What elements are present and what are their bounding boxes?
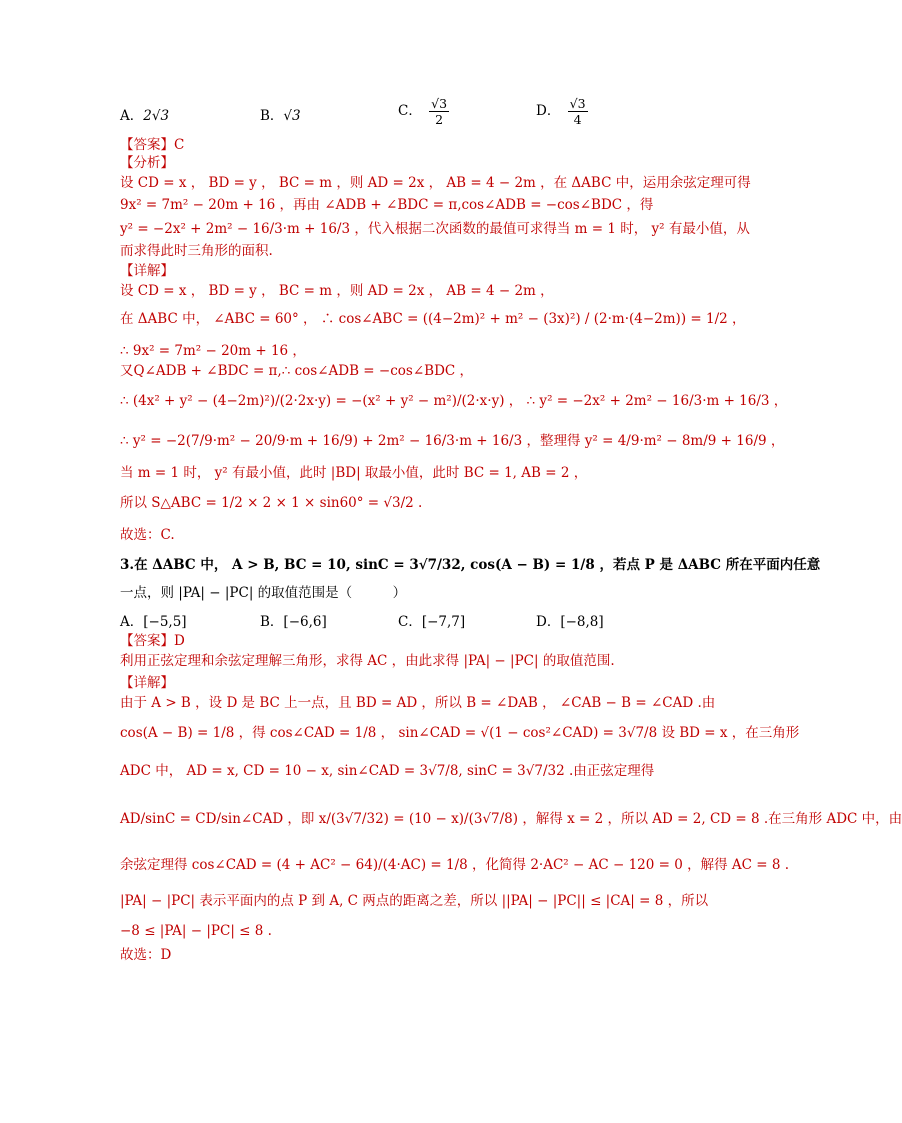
q3-stem: 一点，则 |PA| − |PC| 的取值范围是（ ） (120, 585, 407, 601)
q2-detail-line: ∴ 9x² = 7m² − 20m + 16 ， (120, 343, 306, 359)
q3-detail-label: 【详解】 (120, 675, 174, 691)
q3-option-b: B．[−6,6] (260, 614, 327, 630)
q2-detail-line: 故选：C. (120, 527, 175, 543)
q2-analysis-line: 而求得此时三角形的面积. (120, 243, 273, 259)
q2-detail-line: 又Q∠ADB + ∠BDC = π,∴ cos∠ADB = −cos∠BDC ， (120, 363, 474, 379)
q3-answer: 【答案】D (120, 633, 185, 649)
q2-detail-line: 当 m = 1 时， y² 有最小值，此时 |BD| 取最小值，此时 BC = 1, AB = 2 ， (120, 465, 588, 481)
q2-detail-line: ∴ (4x² + y² − (4−2m)²)/(2·2x·y) = −(x² + y² − m²)/(2·x·y) ， ∴ y² = −2x² + 2m² − 16/3·m + 16/3 ， (120, 393, 788, 409)
q3-detail-line: −8 ≤ |PA| − |PC| ≤ 8 . (120, 923, 272, 939)
q3-detail-line: ADC 中， AD = x, CD = 10 − x, sin∠CAD = 3√7/8, sinC = 3√7/32 .由正弦定理得 (120, 763, 655, 779)
q2-detail-label: 【详解】 (120, 263, 174, 279)
q2-detail-line: ∴ y² = −2(7/9·m² − 20/9·m + 16/9) + 2m² − 16/3·m + 16/3 ，整理得 y² = 4/9·m² − 8m/9 + 16/9 ， (120, 433, 785, 449)
option-b: B．√3 (260, 108, 301, 124)
q2-analysis-line: y² = −2x² + 2m² − 16/3·m + 16/3 ，代入根据二次函数的最值可求得当 m = 1 时， y² 有最小值，从 (120, 221, 750, 237)
q3-detail-line: |PA| − |PC| 表示平面内的点 P 到 A, C 两点的距离之差，所以 ||PA| − |PC|| ≤ |CA| = 8 ，所以 (120, 893, 709, 909)
option-d: D． $\frac{√3}{4}$ (536, 96, 586, 127)
q2-analysis-label: 【分析】 (120, 155, 174, 171)
q2-answer: 【答案】C (120, 137, 185, 153)
q2-detail-line: 在 ΔABC 中， ∠ABC = 60° ， ∴ cos∠ABC = ((4−2m)² + m² − (3x)²) / (2·m·(4−2m)) = 1/2 ， (120, 311, 746, 327)
q2-detail-line: 设 CD = x ， BD = y ， BC = m ，则 AD = 2x ， AB = 4 − 2m ， (120, 283, 554, 299)
q3-stem: 3.在 ΔABC 中， A > B, BC = 10, sinC = 3√7/32, cos(A − B) = 1/8 ，若点 P 是 ΔABC 所在平面内任意 (120, 557, 821, 573)
q3-detail-line: 故选：D (120, 947, 172, 963)
q3-detail-line: AD/sinC = CD/sin∠CAD ，即 x/(3√7/32) = (10 − x)/(3√7/8) ，解得 x = 2 ，所以 AD = 2, CD = 8 .在三角形 ADC 中，由 (120, 811, 902, 827)
q3-detail-line: cos(A − B) = 1/8 ，得 cos∠CAD = 1/8 ， sin∠CAD = √(1 − cos²∠CAD) = 3√7/8 设 BD = x ，在三角形 (120, 725, 800, 741)
q2-analysis-line: 9x² = 7m² − 20m + 16 ，再由 ∠ADB + ∠BDC = π,cos∠ADB = −cos∠BDC ，得 (120, 197, 654, 213)
q3-detail-line: 由于 A > B ，设 D 是 BC 上一点，且 BD = AD ，所以 B = ∠DAB ， ∠CAB − B = ∠CAD .由 (120, 695, 716, 711)
q3-option-c: C．[−7,7] (398, 614, 466, 630)
q3-detail-line: 余弦定理得 cos∠CAD = (4 + AC² − 64)/(4·AC) = 1/8 ，化简得 2·AC² − AC − 120 = 0 ，解得 AC = 8 . (120, 857, 790, 873)
q3-option-a: A．[−5,5] (120, 614, 187, 630)
q2-detail-line: 所以 S△ABC = 1/2 × 2 × 1 × sin60° = √3/2 . (120, 495, 423, 511)
option-a: A．2√3 (120, 108, 170, 124)
q2-analysis-line: 设 CD = x ， BD = y ， BC = m ，则 AD = 2x ， AB = 4 − 2m ，在 ΔABC 中，运用余弦定理可得 (120, 175, 751, 191)
q3-option-d: D．[−8,8] (536, 614, 604, 630)
option-c: C． $\frac{√3}{2}$ (398, 96, 448, 127)
q3-hint: 利用正弦定理和余弦定理解三角形，求得 AC ，由此求得 |PA| − |PC| 的取值范围. (120, 653, 615, 669)
